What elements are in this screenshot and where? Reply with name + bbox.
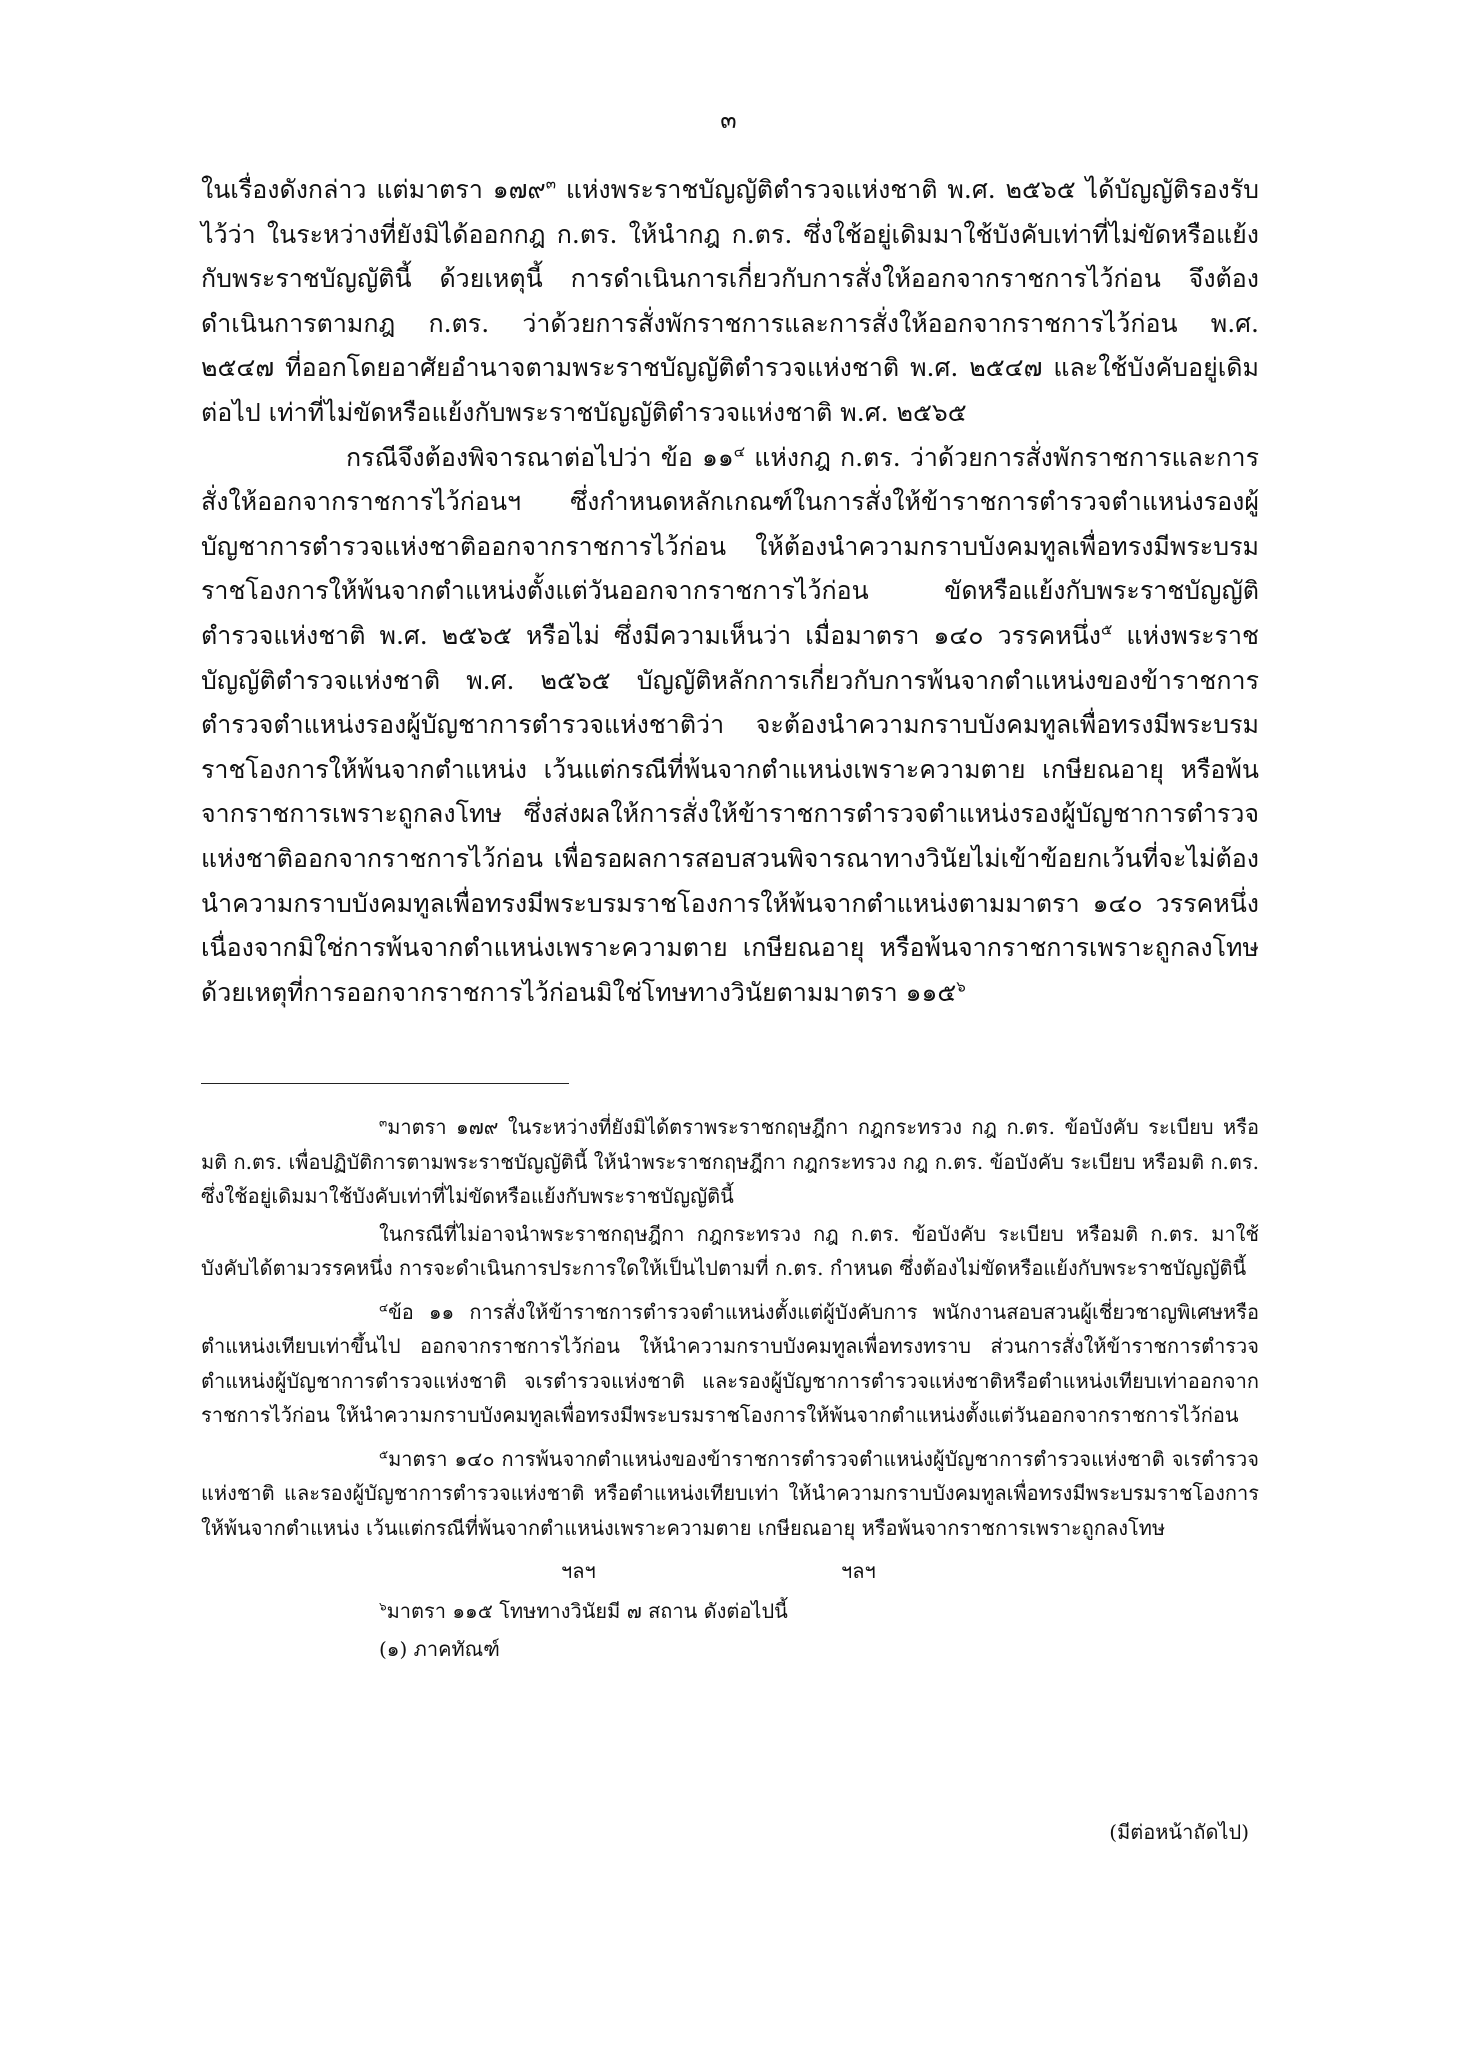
body-text <box>201 168 1259 1015</box>
footnote-6-text: มาตรา ๑๑๕ โทษทางวินัยมี ๗ สถาน ดังต่อไปนี้ <box>386 1599 788 1623</box>
footnote-separator <box>201 1083 569 1084</box>
footnote-ref-4: ๔ <box>733 442 746 461</box>
footnote-mark-4: ๔ <box>379 1299 389 1314</box>
paragraph-1-text: ในเรื่องดังกล่าว แต่มาตรา ๑๗๙$^๓$ แห่งพระราชบัญญัติตำรวจแห่งชาติ พ.ศ. ๒๕๖๕ ได้บัญญัติรองรับไว้ว่า ในระหว่างที่ยังมิได้ออกกฎ ก.ตร. ให้นำกฎ ก.ตร. ซึ่งใช้อยู่เดิมมาใช้บังคับเท่าที่ไม่ขัดหรือแย้งกับพระราชบัญญัตินี้ ด้วยเหตุนี้ การดำเนินการเกี่ยวกับการสั่งให้ออกจากราชการไว้ก่อน จึงต้องดำเนินการตามกฎ ก.ตร. ว่าด้วยการสั่งพักราชการและการสั่งให้ออกจากราชการไว้ก่อน พ.ศ. ๒๕๔๗ ที่ออกโดยอาศัยอำนาจตามพระราชบัญญัติตำรวจแห่งชาติ พ.ศ. ๒๕๔๗ และใช้บังคับอยู่เดิมต่อไป เท่าที่ไม่ขัดหรือแย้งกับพระราชบัญญัติตำรวจแห่งชาติ พ.ศ. ๒๕๖๕ <box>201 174 1259 427</box>
page-number: ๓ <box>720 106 737 134</box>
footnote-5 <box>201 1442 1259 1546</box>
footnote-mark-6: ๖ <box>379 1599 387 1614</box>
footnote-5-text: มาตรา ๑๔๐ การพ้นจากตำแหน่งของข้าราชการตำรวจตำแหน่งผู้บัญชาการตำรวจแห่งชาติ จเรตำรวจแห่งชาติ และรองผู้บัญชาการตำรวจแห่งชาติ หรือตำแหน่งเทียบเท่า ให้นำความกราบบังคมทูลเพื่อทรงมีพระบรมราชโองการให้พ้นจากตำแหน่ง เว้นแต่กรณีที่พ้นจากตำแหน่งเพราะความตาย เกษียณอายุ หรือพ้นจากราชการเพราะถูกลงโทษ <box>201 1446 1259 1540</box>
footnote-3 <box>201 1110 1259 1214</box>
paragraph-1 <box>201 168 1259 436</box>
footnote-mark-5: ๕ <box>379 1446 389 1461</box>
footnote-6-item-1: (๑) ภาคทัณฑ์ <box>379 1636 500 1661</box>
footnote-ref-5: ๕ <box>1101 620 1113 639</box>
footnote-4 <box>201 1295 1259 1433</box>
footnote-ref-3: ๓ <box>545 174 556 193</box>
footnote-ref-6: ๖ <box>956 977 966 996</box>
continued-note: (มีต่อหน้าถัดไป) <box>1109 1820 1249 1844</box>
ellipsis-left: ฯลฯ <box>561 1559 596 1583</box>
footnote-4-text: ข้อ ๑๑ การสั่งให้ข้าราชการตำรวจตำแหน่งตั้งแต่ผู้บังคับการ พนักงานสอบสวนผู้เชี่ยวชาญพิเศษหรือตำแหน่งเทียบเท่าขึ้นไป ออกจากราชการไว้ก่อน ให้นำความกราบบังคมทูลเพื่อทรงทราบ ส่วนการสั่งให้ข้าราชการตำรวจตำแหน่งผู้บัญชาการตำรวจแห่งชาติ จเรตำรวจแห่งชาติ และรองผู้บัญชาการตำรวจแห่งชาติหรือตำแหน่งเทียบเท่าออกจากราชการไว้ก่อน ให้นำความกราบบังคมทูลเพื่อทรงมีพระบรมราชโองการให้พ้นจากตำแหน่งตั้งแต่วันออกจากราชการไว้ก่อน <box>201 1299 1259 1427</box>
footnote-6 <box>379 1594 1259 1629</box>
footnotes <box>201 1110 1259 1675</box>
ellipsis-right: ฯลฯ <box>841 1559 876 1583</box>
footnote-mark-3: ๓ <box>379 1115 388 1130</box>
ellipsis-row <box>201 1554 1259 1592</box>
paragraph-2-text-c: แห่งพระราชบัญญัติตำรวจแห่งชาติ พ.ศ. ๒๕๖๕ บัญญัติหลักการเกี่ยวกับการพ้นจากตำแหน่งของข้าราชการตำรวจตำแหน่งรองผู้บัญชาการตำรวจแห่งชาติว่า จะต้องนำความกราบบังคมทูลเพื่อทรงมีพระบรมราชโองการให้พ้นจากตำแหน่ง เว้นแต่กรณีที่พ้นจากตำแหน่งเพราะความตาย เกษียณอายุ หรือพ้นจากราชการเพราะถูกลงโทษ ซึ่งส่งผลให้การสั่งให้ข้าราชการตำรวจตำแหน่งรองผู้บัญชาการตำรวจแห่งชาติออกจากราชการไว้ก่อน เพื่อรอผลการสอบสวนพิจารณาทางวินัยไม่เข้าข้อยกเว้นที่จะไม่ต้องนำความกราบบังคมทูลเพื่อทรงมีพระบรมราชโองการให้พ้นจากตำแหน่งตามมาตรา ๑๔๐ วรรคหนึ่ง เนื่องจากมิใช่การพ้นจากตำแหน่งเพราะความตาย เกษียณอายุ หรือพ้นจากราชการเพราะถูกลงโทษ ด้วยเหตุที่การออกจากราชการไว้ก่อนมิใช่โทษทางวินัยตามมาตรา ๑๑๕ <box>201 620 1259 1007</box>
footnote-3-text: มาตรา ๑๗๙ ในระหว่างที่ยังมิได้ตราพระราชกฤษฎีกา กฎกระทรวง กฎ ก.ตร. ข้อบังคับ ระเบียบ หรือมติ ก.ตร. เพื่อปฏิบัติการตามพระราชบัญญัตินี้ ให้นำพระราชกฤษฎีกา กฎกระทรวง กฎ ก.ตร. ข้อบังคับ ระเบียบ หรือมติ ก.ตร. ซึ่งใช้อยู่เดิมมาใช้บังคับเท่าที่ไม่ขัดหรือแย้งกับพระราชบัญญัตินี้ <box>201 1115 1259 1208</box>
paragraph-2-text-a: กรณีจึงต้องพิจารณาต่อไปว่า ข้อ ๑๑ <box>346 442 734 472</box>
paragraph-2 <box>201 436 1259 1016</box>
paragraph-2-text-b: แห่งกฎ ก.ตร. ว่าด้วยการสั่งพักราชการและการสั่งให้ออกจากราชการไว้ก่อนฯ ซึ่งกำหนดหลักเกณฑ์ในการสั่งให้ข้าราชการตำรวจตำแหน่งรองผู้บัญชาการตำรวจแห่งชาติออกจากราชการไว้ก่อน ให้ต้องนำความกราบบังคมทูลเพื่อทรงมีพระบรมราชโองการให้พ้นจากตำแหน่งตั้งแต่วันออกจากราชการไว้ก่อน ขัดหรือแย้งกับพระราชบัญญัติตำรวจแห่งชาติ พ.ศ. ๒๕๖๕ หรือไม่ ซึ่งมีความเห็นว่า เมื่อมาตรา ๑๔๐ วรรคหนึ่ง <box>201 442 1260 650</box>
footnote-3-paragraph-2: ในกรณีที่ไม่อาจนำพระราชกฤษฎีกา กฎกระทรวง กฎ ก.ตร. ข้อบังคับ ระเบียบ หรือมติ ก.ตร. มาใช้บังคับได้ตามวรรคหนึ่ง การจะดำเนินการประการใดให้เป็นไปตามที่ ก.ตร. กำหนด ซึ่งต้องไม่ขัดหรือแย้งกับพระราชบัญญัตินี้ <box>201 1221 1259 1280</box>
